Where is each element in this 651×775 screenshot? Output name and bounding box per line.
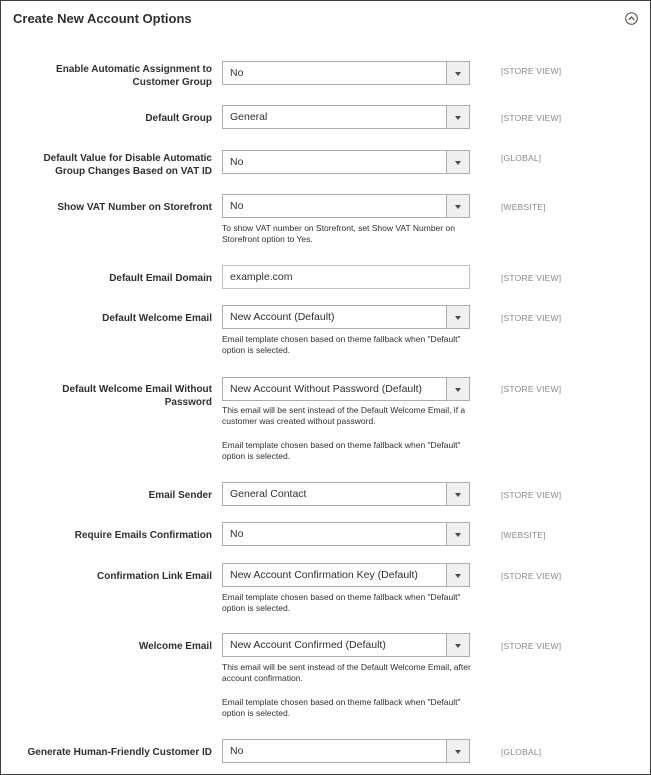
field-note: Email template chosen based on theme fallback when "Default" option is selected. bbox=[222, 592, 461, 613]
field-note-secondary: Email template chosen based on theme fallback when "Default" option is selected. bbox=[222, 440, 461, 461]
scope-label: [STORE VIEW] bbox=[501, 113, 562, 123]
chevron-down-icon[interactable] bbox=[446, 523, 469, 545]
scope-label: [STORE VIEW] bbox=[501, 273, 562, 283]
field-label: Default Welcome Email bbox=[102, 313, 212, 324]
scope-label: [WEBSITE] bbox=[501, 202, 546, 212]
select-value: New Account Confirmed (Default) bbox=[230, 639, 386, 651]
field-label: Email Sender bbox=[148, 490, 212, 501]
scope-label: [STORE VIEW] bbox=[501, 66, 562, 76]
field-note: This email will be sent instead of the Default Welcome Email, after account confirmation. bbox=[222, 662, 471, 683]
select-value: New Account Confirmation Key (Default) bbox=[230, 569, 418, 581]
show-vat-select[interactable] bbox=[222, 194, 470, 218]
chevron-down-icon[interactable] bbox=[446, 378, 469, 400]
field-note-secondary: Email template chosen based on theme fallback when "Default" option is selected. bbox=[222, 697, 461, 718]
confirmation-link-email-select[interactable] bbox=[222, 563, 470, 587]
scope-label: [STORE VIEW] bbox=[501, 571, 562, 581]
default-welcome-email-select[interactable] bbox=[222, 305, 470, 329]
select-value: General Contact bbox=[230, 488, 307, 500]
chevron-down-icon[interactable] bbox=[446, 483, 469, 505]
select-value: No bbox=[230, 528, 244, 540]
human-friendly-id-select[interactable] bbox=[222, 739, 470, 763]
welcome-email-select[interactable] bbox=[222, 633, 470, 657]
input-value: example.com bbox=[230, 271, 293, 283]
field-label: Welcome Email bbox=[138, 641, 212, 652]
field-note: To show VAT number on Storefront, set Show VAT Number on Storefront option to Yes. bbox=[222, 223, 455, 244]
field-label: Require Emails Confirmation bbox=[74, 530, 212, 541]
disable-group-change-select[interactable] bbox=[222, 150, 470, 174]
chevron-down-icon[interactable] bbox=[446, 195, 469, 217]
chevron-down-icon[interactable] bbox=[446, 564, 469, 586]
select-value: General bbox=[230, 111, 268, 123]
require-confirmation-select[interactable] bbox=[222, 522, 470, 546]
scope-label: [STORE VIEW] bbox=[501, 313, 562, 323]
field-label: Default Value for Disable Automatic Group Changes Based on VAT ID bbox=[43, 153, 212, 177]
field-label: Enable Automatic Assignment to Customer Group bbox=[56, 64, 212, 88]
select-value: No bbox=[230, 67, 244, 79]
chevron-down-icon[interactable] bbox=[446, 634, 469, 656]
chevron-down-icon[interactable] bbox=[446, 740, 469, 762]
welcome-email-no-password-select[interactable] bbox=[222, 377, 470, 401]
scope-label: [STORE VIEW] bbox=[501, 384, 562, 394]
scope-label: [STORE VIEW] bbox=[501, 641, 562, 651]
field-note: This email will be sent instead of the Default Welcome Email, if a customer was created without password. bbox=[222, 405, 466, 426]
email-sender-select[interactable] bbox=[222, 482, 470, 506]
field-label: Show VAT Number on Storefront bbox=[57, 202, 212, 213]
default-email-domain-input[interactable] bbox=[222, 265, 470, 289]
select-value: No bbox=[230, 200, 244, 212]
section-title: Create New Account Options bbox=[13, 11, 192, 26]
scope-label: [GLOBAL] bbox=[501, 747, 542, 757]
field-note: Email template chosen based on theme fallback when "Default" option is selected. bbox=[222, 334, 461, 355]
select-value: New Account (Default) bbox=[230, 311, 335, 323]
select-value: No bbox=[230, 156, 244, 168]
default-group-select[interactable] bbox=[222, 105, 470, 129]
chevron-down-icon[interactable] bbox=[446, 306, 469, 328]
field-label: Confirmation Link Email bbox=[96, 571, 212, 582]
scope-label: [GLOBAL] bbox=[501, 153, 542, 163]
scope-label: [WEBSITE] bbox=[501, 530, 546, 540]
chevron-down-icon[interactable] bbox=[446, 106, 469, 128]
field-label: Generate Human-Friendly Customer ID bbox=[27, 747, 212, 758]
collapse-circle-up-icon[interactable] bbox=[625, 12, 638, 25]
field-label: Default Group bbox=[145, 113, 212, 124]
field-label: Default Email Domain bbox=[109, 273, 212, 284]
scope-label: [STORE VIEW] bbox=[501, 490, 562, 500]
field-label: Default Welcome Email Without Password bbox=[62, 384, 212, 408]
select-value: New Account Without Password (Default) bbox=[230, 383, 422, 395]
enable-auto-assignment-select[interactable] bbox=[222, 61, 470, 85]
chevron-down-icon[interactable] bbox=[446, 151, 469, 173]
chevron-down-icon[interactable] bbox=[446, 62, 469, 84]
select-value: No bbox=[230, 745, 244, 757]
